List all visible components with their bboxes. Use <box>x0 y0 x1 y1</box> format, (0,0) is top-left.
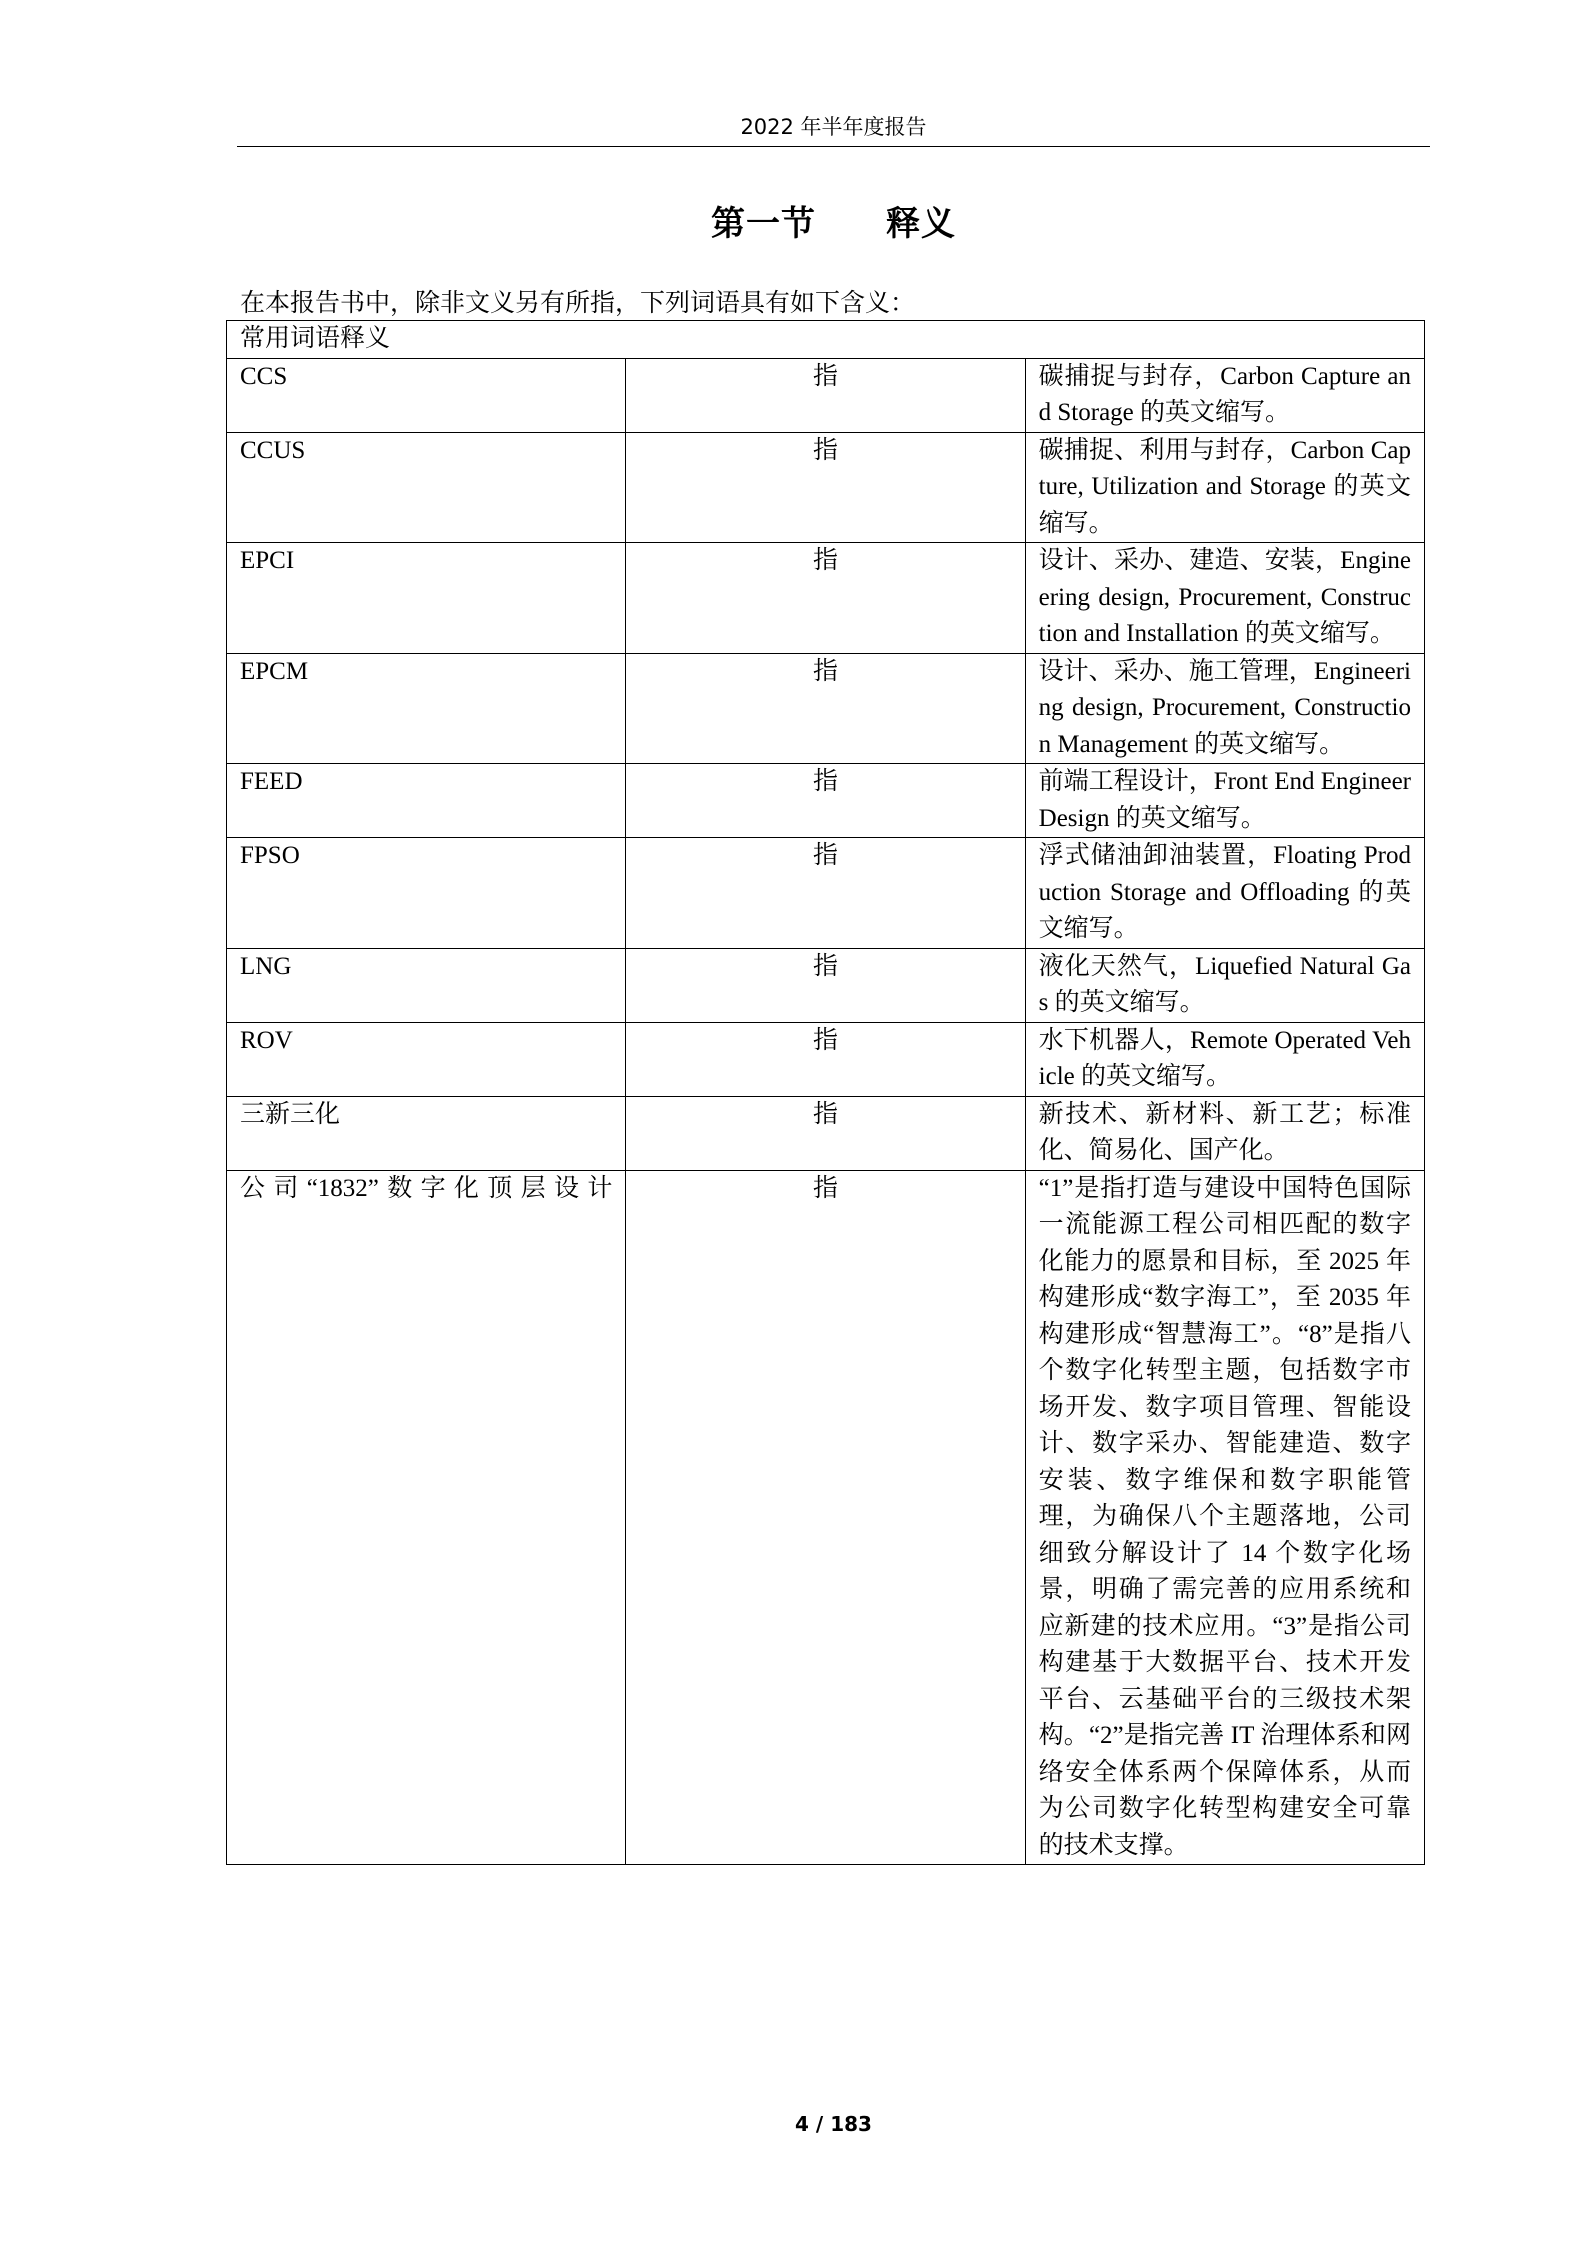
definition-cell: “1”是指打造与建设中国特色国际一流能源工程公司相匹配的数字化能力的愿景和目标，至 2025 年构建形成“数字海工”，至 2035 年构建形成“智慧海工”。“8”是指八个数字化转型主题，包括数字市场开发、数字项目管理、智能设计、数字采办、智能建造、数字安装、数字维保和数字职能管理，为确保八个主题落地，公司细致分解设计了 14 个数字化场景，明确了需完善的应用系统和应新建的技术应用。“3”是指公司构建基于大数据平台、技术开发平台、云基础平台的三级技术架构。“2”是指完善 IT 治理体系和网络安全体系两个保障体系，从而为公司数字化转型构建安全可靠的技术支撑。 <box>1025 1170 1424 1865</box>
table-row <box>227 1022 1425 1096</box>
glossary-caption: 常用词语释义 <box>227 321 1425 359</box>
term-cell: EPCI <box>227 543 626 654</box>
term-cell: FEED <box>227 764 626 838</box>
term-cell: CCUS <box>227 432 626 543</box>
definition-cell: 设计、采办、施工管理，Engineering design, Procurement, Construction Management 的英文缩写。 <box>1025 653 1424 764</box>
glossary-caption-row <box>227 321 1425 359</box>
refer-cell: 指 <box>626 838 1025 949</box>
term-cell: ROV <box>227 1022 626 1096</box>
intro-text: 在本报告书中，除非文义另有所指，下列词语具有如下含义： <box>240 290 916 317</box>
definition-cell: 碳捕捉与封存，Carbon Capture and Storage 的英文缩写。 <box>1025 358 1424 432</box>
term-cell: 公司“1832”数字化顶层设计 <box>227 1170 626 1865</box>
section-title: 第一节 释义 <box>711 204 956 244</box>
table-row <box>227 764 1425 838</box>
refer-cell: 指 <box>626 543 1025 654</box>
running-header: 2022 年半年度报告 <box>740 115 927 139</box>
term-cell: FPSO <box>227 838 626 949</box>
refer-cell: 指 <box>626 432 1025 543</box>
header-rule <box>237 146 1430 147</box>
refer-cell: 指 <box>626 1096 1025 1170</box>
glossary-table <box>226 320 1425 1865</box>
table-row <box>227 432 1425 543</box>
definition-cell: 液化天然气，Liquefied Natural Gas 的英文缩写。 <box>1025 948 1424 1022</box>
table-row <box>227 948 1425 1022</box>
refer-cell: 指 <box>626 948 1025 1022</box>
definition-cell: 碳捕捉、利用与封存，Carbon Capture, Utilization and Storage 的英文缩写。 <box>1025 432 1424 543</box>
term-cell: CCS <box>227 358 626 432</box>
definition-cell: 浮式储油卸油装置，Floating Production Storage and Offloading 的英文缩写。 <box>1025 838 1424 949</box>
table-row <box>227 358 1425 432</box>
refer-cell: 指 <box>626 1170 1025 1865</box>
table-row <box>227 838 1425 949</box>
table-row <box>227 543 1425 654</box>
table-row <box>227 653 1425 764</box>
refer-cell: 指 <box>626 764 1025 838</box>
definition-cell: 设计、采办、建造、安装，Engineering design, Procurement, Construction and Installation 的英文缩写。 <box>1025 543 1424 654</box>
table-row <box>227 1170 1425 1865</box>
term-cell: 三新三化 <box>227 1096 626 1170</box>
refer-cell: 指 <box>626 1022 1025 1096</box>
table-row <box>227 1096 1425 1170</box>
term-cell: LNG <box>227 948 626 1022</box>
refer-cell: 指 <box>626 653 1025 764</box>
definition-cell: 新技术、新材料、新工艺；标准化、简易化、国产化。 <box>1025 1096 1424 1170</box>
definition-cell: 前端工程设计，Front End Engineer Design 的英文缩写。 <box>1025 764 1424 838</box>
term-cell: EPCM <box>227 653 626 764</box>
page-number: 4 / 183 <box>795 2112 872 2136</box>
definition-cell: 水下机器人，Remote Operated Vehicle 的英文缩写。 <box>1025 1022 1424 1096</box>
refer-cell: 指 <box>626 358 1025 432</box>
